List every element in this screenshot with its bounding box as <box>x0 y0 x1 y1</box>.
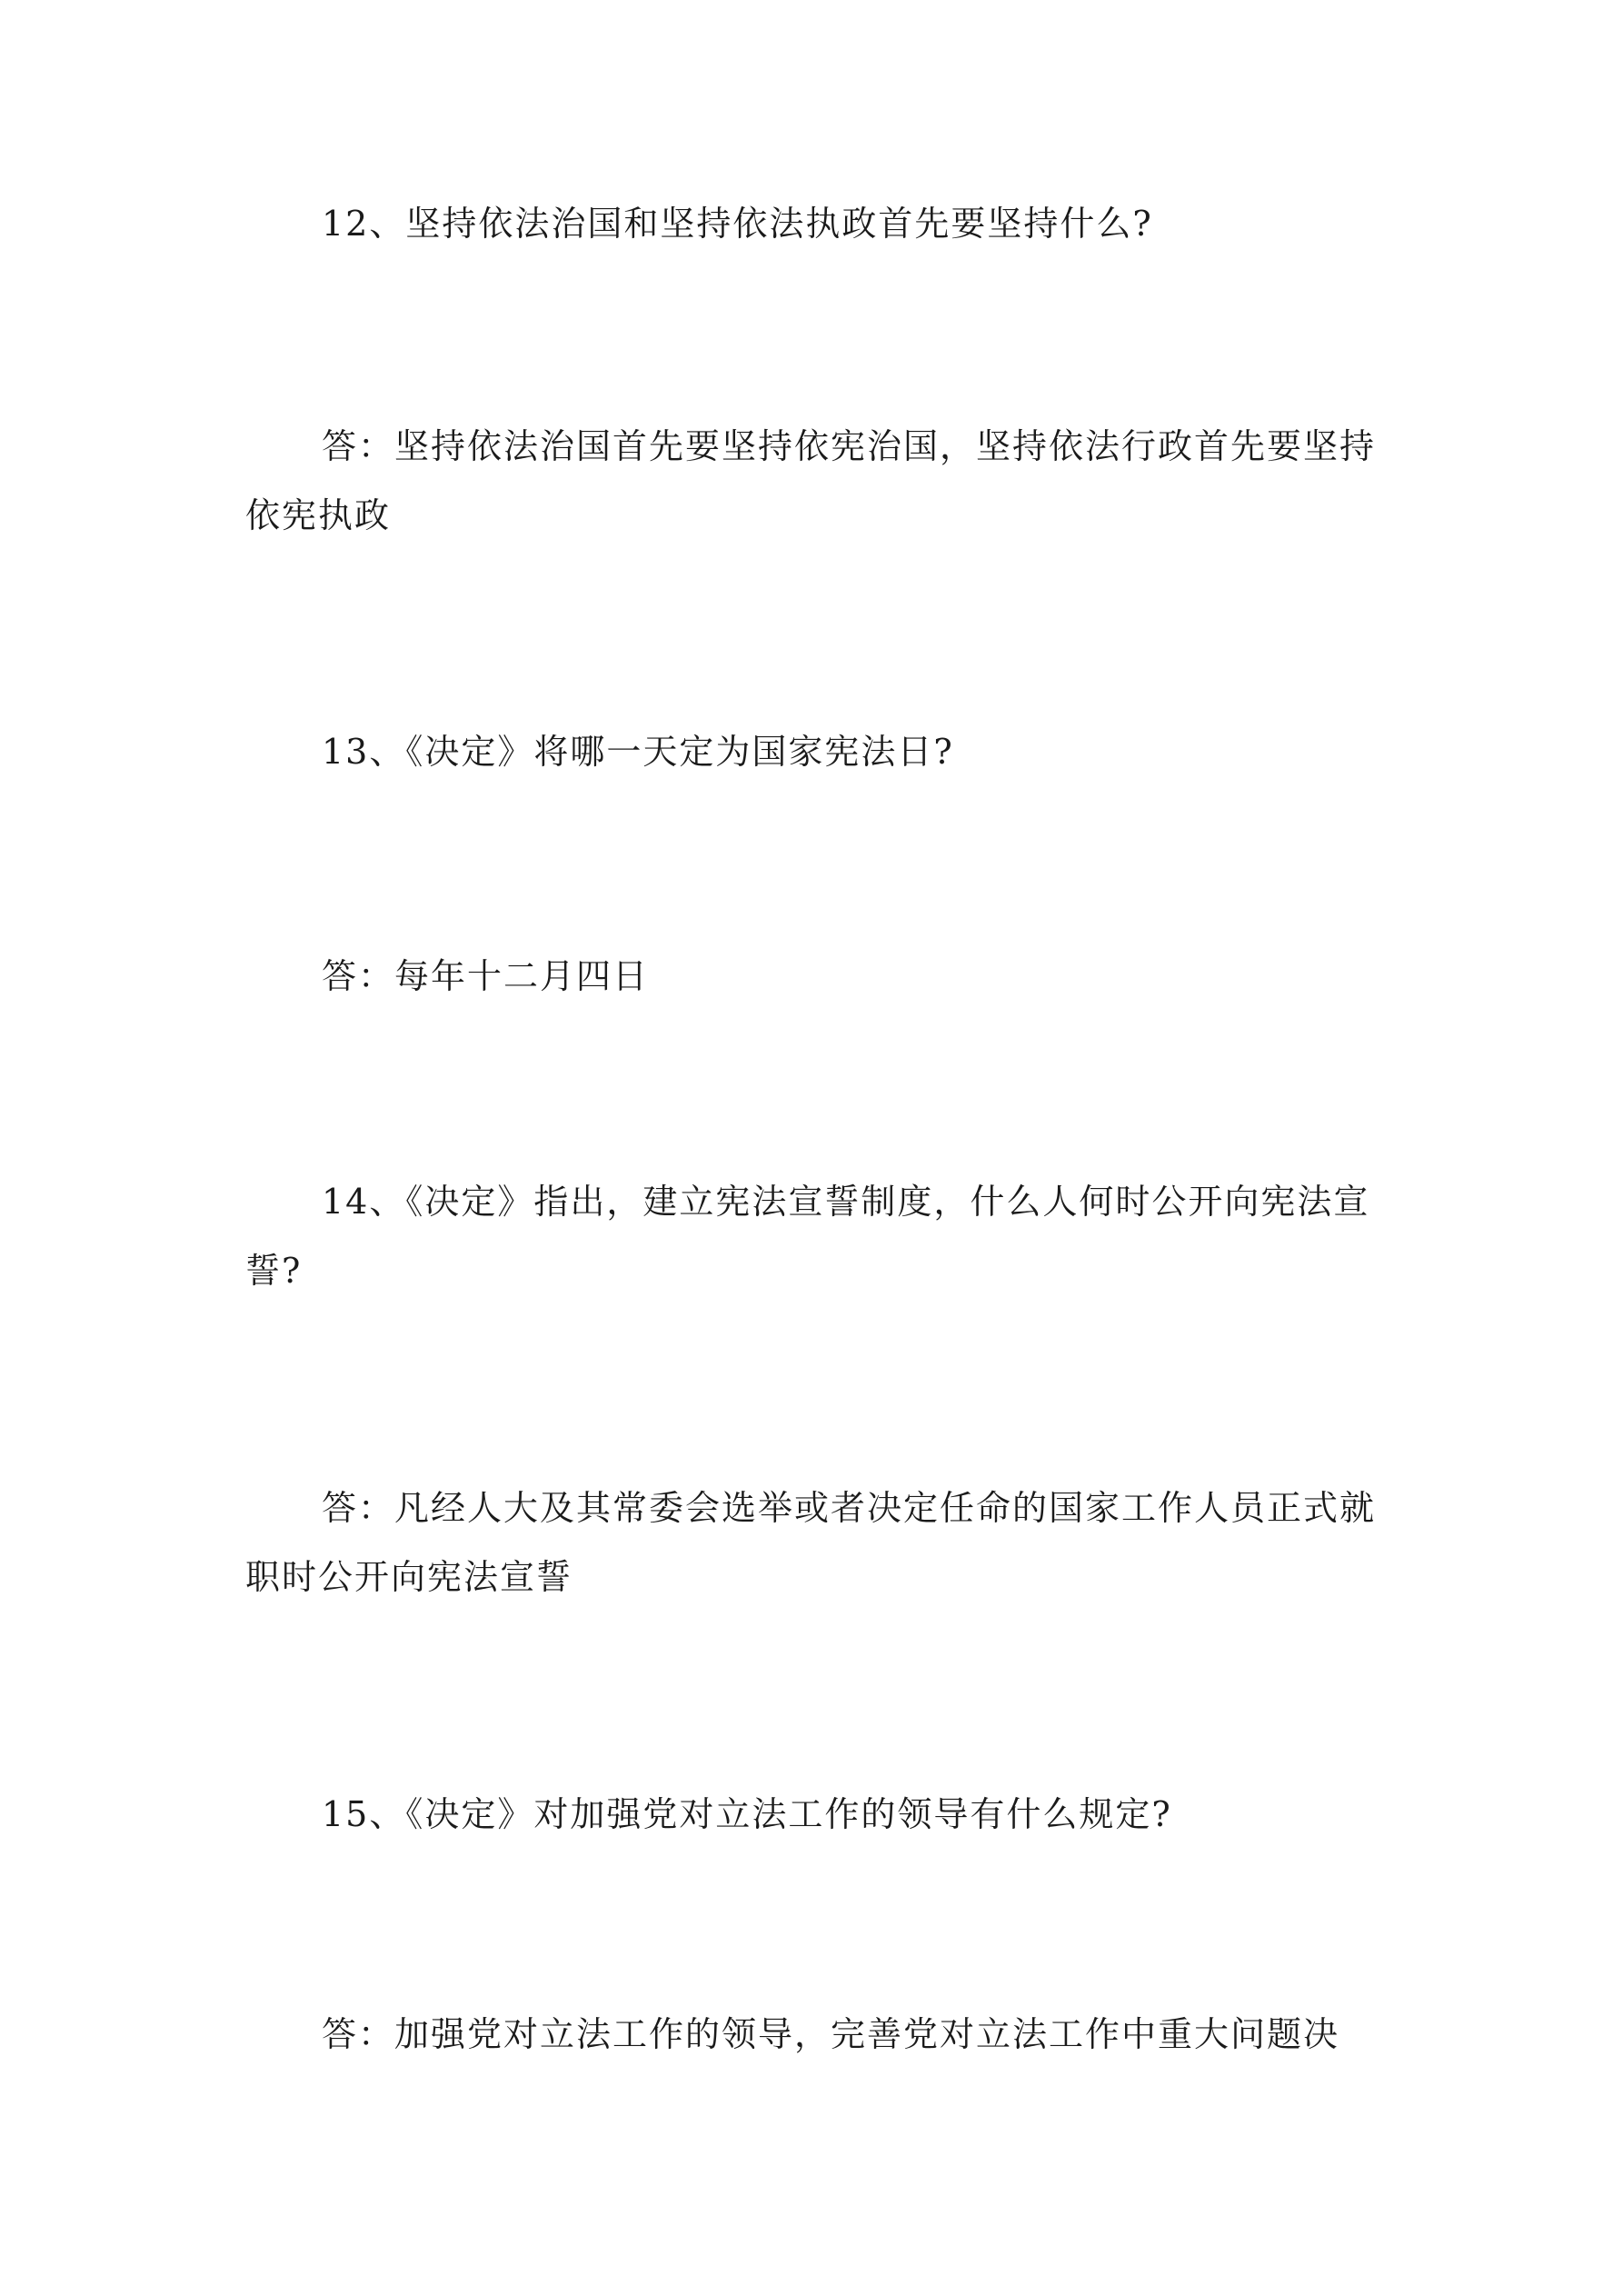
answer-15: 答：加强党对立法工作的领导，完善党对立法工作中重大问题决 <box>322 2014 1340 2054</box>
answer-12: 答：坚持依法治国首先要坚持依宪治国，坚持依法行政首先要坚持依宪执政 <box>245 426 1377 535</box>
question-13: 13、《决定》将哪一天定为国家宪法日? <box>322 732 954 772</box>
question-14: 14、《决定》指出，建立宪法宣誓制度，什么人何时公开向宪法宣誓? <box>245 1182 1370 1291</box>
answer-13: 答：每年十二月四日 <box>322 956 650 996</box>
question-15: 15、《决定》对加强党对立法工作的领导有什么规定? <box>322 1794 1172 1834</box>
question-12: 12、坚持依法治国和坚持依法执政首先要坚持什么? <box>322 204 1153 244</box>
answer-14: 答：凡经人大及其常委会选举或者决定任命的国家工作人员正式就职时公开向宪法宣誓 <box>245 1488 1377 1597</box>
